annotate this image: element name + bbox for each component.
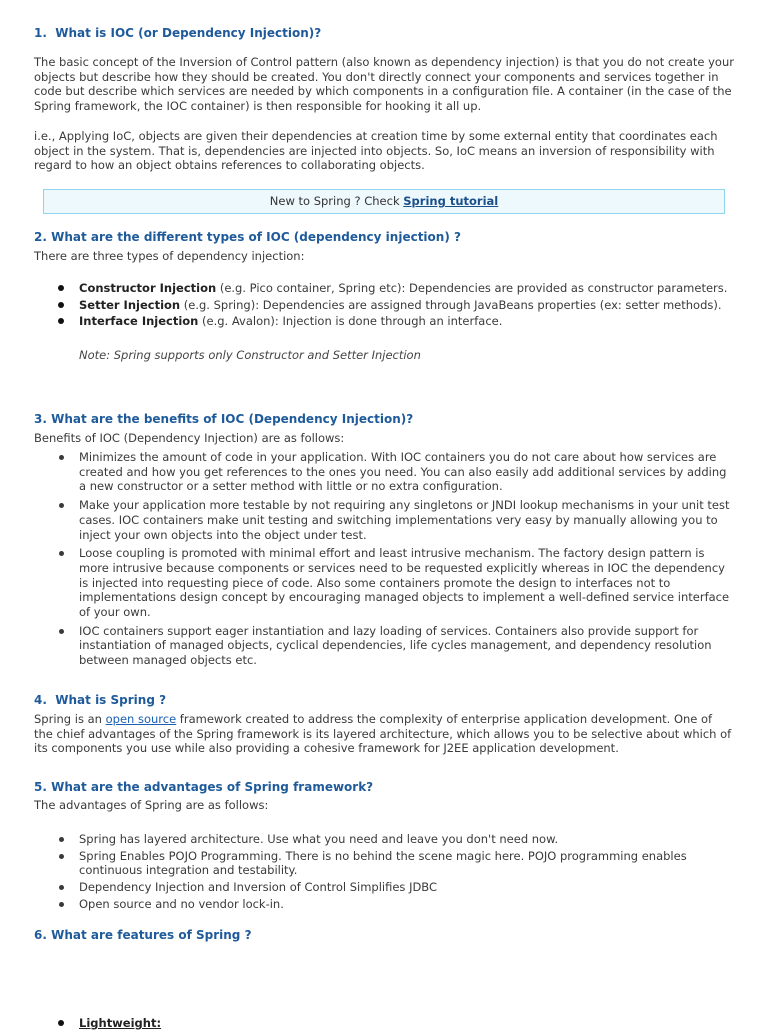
question-title: What are features of Spring ? [51, 928, 252, 942]
callout-text: New to Spring ? Check [269, 194, 404, 208]
question-title: What is IOC (or Dependency Injection)? [55, 26, 322, 40]
question-number: 5. [34, 780, 47, 794]
spring-tutorial-callout [43, 189, 725, 214]
list-item [34, 1016, 734, 1031]
text-before: Spring is an [34, 712, 106, 726]
spring-features-list [34, 1016, 734, 1031]
question-number: 6. [34, 928, 47, 942]
spring-advantages-list [34, 832, 734, 912]
list-item: Loose coupling is promoted with minimal effort and least intrusive mechanism. The factory design pattern is more intrusive because components or services need to be requested explicitly whereas in IOC the dependency is injected into requesting piece of code. Also some containers promote the design to interfaces not to implementations design concept by encouraging managed objects to implement a well-defined service interface of your own. [34, 546, 734, 620]
term: Setter Injection [79, 297, 181, 312]
question-3-heading [34, 412, 413, 426]
question-number: 4. [34, 693, 47, 707]
q5-intro: The advantages of Spring are as follows: [34, 798, 269, 812]
list-item: Dependency Injection and Inversion of Control Simplifies JDBC [34, 880, 734, 895]
list-item: Make your application more testable by not requiring any singletons or JNDI lookup mechanisms in your unit test cases. IOC containers make unit testing and switching implementations very easy by manually allowing you to inject your own objects into the object under test. [34, 498, 734, 542]
question-5-heading [34, 780, 373, 794]
q2-intro: There are three types of dependency injection: [34, 249, 305, 263]
list-item [34, 314, 734, 329]
spring-injection-note: Note: Spring supports only Constructor and Setter Injection [79, 348, 421, 362]
question-title: What are the advantages of Spring framework? [51, 780, 374, 794]
injection-types-list [34, 281, 734, 329]
question-1-heading [34, 26, 321, 40]
term: Interface Injection [79, 314, 199, 329]
description: (e.g. Pico container, Spring etc): Dependencies are provided as constructor parameters. [216, 281, 728, 295]
question-title: What is Spring ? [55, 693, 167, 707]
q4-paragraph [34, 712, 734, 756]
question-title: What are the different types of IOC (dependency injection) ? [51, 230, 461, 244]
question-number: 3. [34, 412, 47, 426]
q3-intro: Benefits of IOC (Dependency Injection) are as follows: [34, 431, 345, 445]
term: Constructor Injection [79, 281, 217, 295]
list-item [34, 298, 734, 313]
question-2-heading [34, 230, 461, 244]
list-item: IOC containers support eager instantiation and lazy loading of services. Containers also provide support for instantiation of managed objects, cyclical dependencies, life cycles management, and dependency resolution between managed objects etc. [34, 624, 734, 668]
open-source-link[interactable]: open source [105, 712, 177, 726]
list-item: Spring has layered architecture. Use what you need and leave you don't need now. [34, 832, 734, 847]
question-4-heading [34, 693, 166, 707]
spring-tutorial-link[interactable]: Spring tutorial [403, 194, 499, 208]
question-number: 2. [34, 230, 47, 244]
feature-term: Lightweight: [79, 1016, 162, 1030]
question-6-heading [34, 928, 252, 942]
description: (e.g. Avalon): Injection is done through an interface. [198, 314, 503, 329]
ioc-benefits-list [34, 450, 734, 668]
list-item: Minimizes the amount of code in your application. With IOC containers you do not care about how services are created and how you get references to the ones you need. You can also easily add additional services by adding a new constructor or a setter method with little or no extra configuration. [34, 450, 734, 494]
list-item: Open source and no vendor lock-in. [34, 897, 734, 912]
question-number: 1. [34, 26, 47, 40]
text-after: framework created to address the complexity of enterprise application development. One of the chief advantages of the Spring framework is its layered architecture, which allows you to be selective about which of its components you use while also providing a cohesive framework for J2EE application development. [34, 712, 732, 756]
list-item [34, 281, 734, 296]
question-title: What are the benefits of IOC (Dependency Injection)? [51, 412, 414, 426]
list-item: Spring Enables POJO Programming. There is no behind the scene magic here. POJO programming enables continuous integration and testability. [34, 849, 734, 878]
q1-paragraph-2: i.e., Applying IoC, objects are given their dependencies at creation time by some external entity that coordinates each object in the system. That is, dependencies are injected into objects. So, IoC means an inversion of responsibility with regard to how an object obtains references to collaborating objects. [34, 129, 718, 173]
description: (e.g. Spring): Dependencies are assigned through JavaBeans properties (ex: setter methods). [180, 297, 722, 312]
q1-paragraph-1: The basic concept of the Inversion of Control pattern (also known as dependency injection) is that you do not create your objects but describe how they should be created. You don't directly connect your components and services together in code but describe which services are needed by which components in a configuration file. A container (in the case of the Spring framework, the IOC container) is then responsible for hooking it all up. [34, 55, 734, 114]
